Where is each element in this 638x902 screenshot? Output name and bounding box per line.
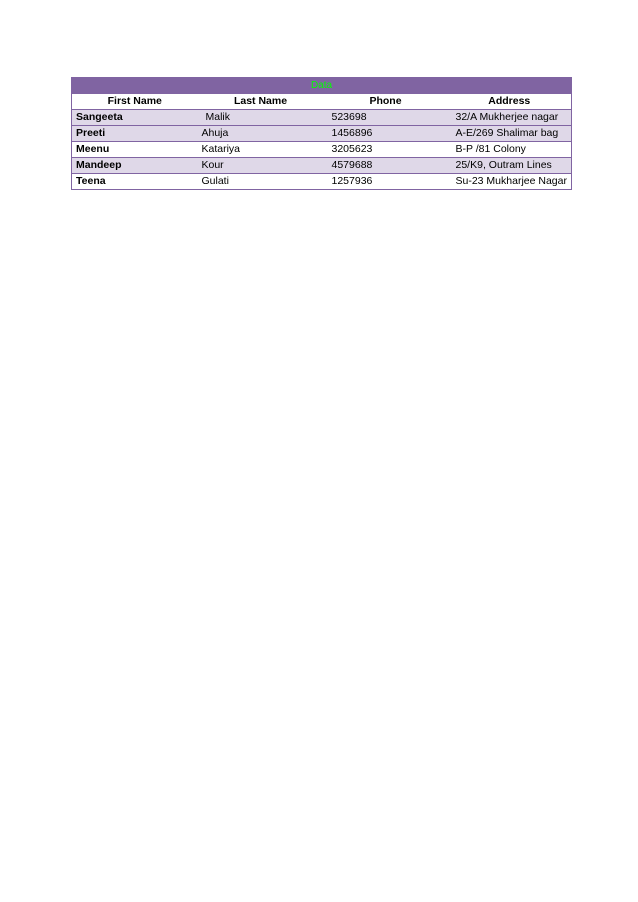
cell-phone: 4579688 <box>324 158 448 174</box>
cell-phone: 3205623 <box>324 142 448 158</box>
cell-address: B-P /81 Colony <box>448 142 572 158</box>
cell-first-name: Sangeeta <box>72 110 198 126</box>
cell-address: 32/A Mukherjee nagar <box>448 110 572 126</box>
data-table <box>71 77 572 190</box>
table-row <box>72 158 572 174</box>
table-title: Data <box>72 78 572 94</box>
header-address: Address <box>448 94 572 110</box>
table-row <box>72 142 572 158</box>
table-row <box>72 126 572 142</box>
table-row <box>72 174 572 190</box>
table-header-row <box>72 94 572 110</box>
table-title-row <box>72 78 572 94</box>
cell-phone: 1456896 <box>324 126 448 142</box>
cell-first-name: Meenu <box>72 142 198 158</box>
cell-first-name: Mandeep <box>72 158 198 174</box>
cell-last-name: Gulati <box>198 174 324 190</box>
table-row <box>72 110 572 126</box>
header-phone: Phone <box>324 94 448 110</box>
header-last-name: Last Name <box>198 94 324 110</box>
cell-first-name: Preeti <box>72 126 198 142</box>
cell-last-name: Kour <box>198 158 324 174</box>
cell-last-name: Malik <box>198 110 324 126</box>
cell-address: 25/K9, Outram Lines <box>448 158 572 174</box>
cell-phone: 523698 <box>324 110 448 126</box>
cell-address: A-E/269 Shalimar bag <box>448 126 572 142</box>
cell-first-name: Teena <box>72 174 198 190</box>
cell-last-name: Ahuja <box>198 126 324 142</box>
header-first-name: First Name <box>72 94 198 110</box>
cell-address: Su-23 Mukharjee Nagar <box>448 174 572 190</box>
cell-phone: 1257936 <box>324 174 448 190</box>
cell-last-name: Katariya <box>198 142 324 158</box>
